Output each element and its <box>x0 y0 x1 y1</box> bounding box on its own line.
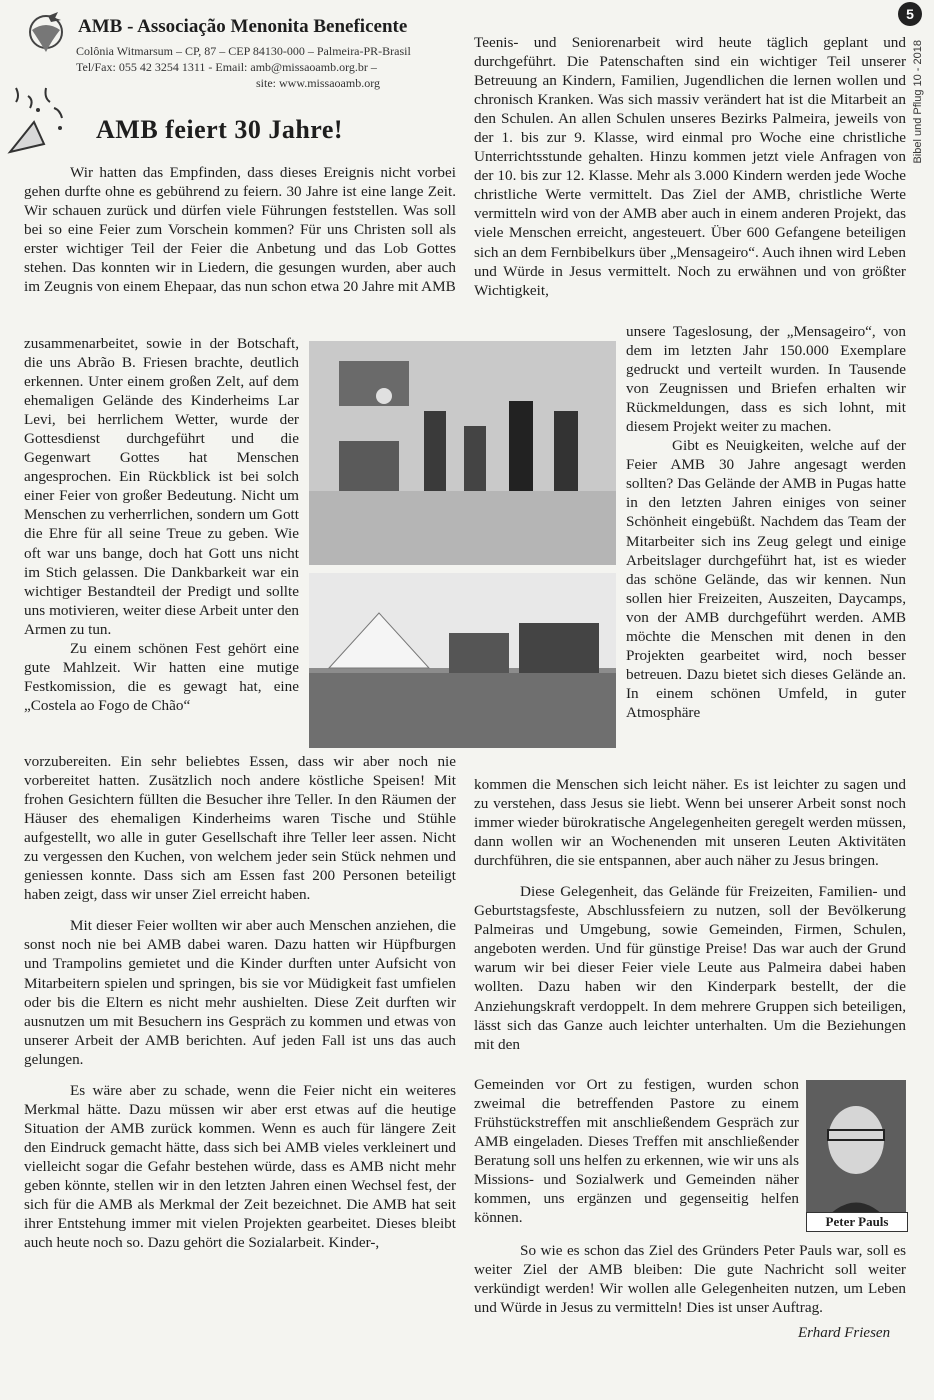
right-column-top <box>474 33 906 300</box>
right-column-bottom <box>474 775 906 1054</box>
org-address: Colônia Witmarsum – CP, 87 – CEP 84130-000 – Palmeira-PR-Brasil <box>76 44 411 58</box>
org-name: AMB - Associação Menonita Beneficente <box>78 16 408 37</box>
paragraph: Mit dieser Feier wollten wir aber auch Menschen anziehen, die sonst noch nie bei AMB dabei waren. Dazu hatten wir Hüpfburgen und Trampolins gemietet und die Kinder durften unter Aufsicht von Mitarbeitern spielen und springen, bis sie vor Müdigkeit fast umfielen oder bis die Eltern es nicht mehr aushielten. Diese Zeit durften wir ausnutzen um mit Besuchern ins Gespräch zu kommen und etwas von unserer Arbeit der AMB berichten. Auf jeden Fall ist uns das auch gelungen. <box>24 917 456 1068</box>
paragraph: Es wäre aber zu schade, wenn die Feier nicht ein weiteres Merkmal hätte. Dazu müssen wir aber erst etwas auf die heutige Situation der AMB zurück kommen. Wenn es auch für längere Zeit den Eindruck gemacht hätte, dass sich bei AMB vieles verkleinert und vielleicht sogar die Gefahr bestehen würde, dass es AMB nicht mehr geben könnte, stellen wir in den letzten Jahren einen Wechsel fest, der sich für die AMB als Merkmal der Zeit bezeichnet. Die AMB hat seit ihrer Entstehung immer mit vielen Projekten gearbeitet. Dieses bleibt auch heute noch so. Dazu gehört die Sozialarbeit. Kinder-, <box>24 1081 456 1252</box>
right-column-narrow-bottom <box>474 1075 799 1227</box>
photo-stage-ceremony <box>309 341 616 565</box>
author-signature: Erhard Friesen <box>798 1325 891 1341</box>
paragraph: Gibt es Neuigkeiten, welche auf der Feier AMB 30 Jahre angesagt werden sollten? Das Gelände der AMB in Pugas hatte in den letzten Jahren einiges von seiner Schönheit eingebüßt. Nachdem das Team der Mitarbeiter sich ins Zeug gelegt und einige Arbeitslager durchgeführt hat, ist es wieder das schöne Gelände, das wir kennen. Nun sollen hier Freizeiten, Auszeiten, Daycamps, von der AMB durchgeführt werden. AMB möchte die Menschen mit denen in den Projekten gearbeitet wird, noch besser betreuen. Dazu bietet sich dieses Gelände an. In einem schönen Umfeld, in guter Atmosphäre <box>626 437 906 721</box>
paragraph: vorzubereiten. Ein sehr beliebtes Essen, dass wir aber noch nie vorbereitet hatten. Zusätzlich noch andere köstliche Speisen! Mit frohen Gesichtern füllten die Besucher ihre Teller. In den Räumen der Häuser des ehemaligen Kinderheims waren Tische und Stühle aufgestellt, wo alle in guter Gesellschaft ihre Teller leer assen. Nicht zu vergessen den Kuchen, von welchem jeder sein Stück nehmen und geniessen konnte. Dass sich am Essen fast 200 Personen beteiligt haben zeigt, dass wir unser Ziel erreicht haben. <box>24 753 456 904</box>
paragraph: kommen die Menschen sich leicht näher. Es ist leichter zu sagen und zu verstehen, dass Jesus sie liebt. Wenn bei unserer Arbeit sonst noch immer wieder bürokratische Angelegenheiten geregelt werden müssen, dann wollen wir an Wochenenden mit unseren Leuten Aktivitäten durchführen, die sie entspannen, aber auch näher zu Jesus bringen. <box>474 776 906 870</box>
paragraph: Wir hatten das Empfinden, dass dieses Ereignis nicht vorbei gehen durfte ohne es gebührend zu feiern. 30 Jahre ist eine lange Zeit. Wir schauen zurück und dürfen viele Führungen feststellen. Was soll bei so eine Feier zum Vorschein kommen? Für uns Christen soll als erster wichtiger Teil der Feier die Anbetung und das Lob Gottes stehen. Das konnten wir in Liedern, die gesungen wurden, aber auch im Zeugnis von einem Ehepaar, das nun schon etwa 20 Jahre mit AMB <box>24 164 456 296</box>
paragraph: unsere Tageslosung, der „Mensageiro“, von dem im letzten Jahr 150.000 Exemplare gedruckt und verteilt wurden. In Tausende von Zeugnissen und Briefen erhalten wir Rückmeldungen, dass es sich lohnt, mit diesem Projekt weiter zu machen. <box>626 323 906 436</box>
photo-bouncy-castles <box>309 573 616 748</box>
left-column-narrow <box>24 334 299 715</box>
left-column-intro <box>24 163 456 296</box>
paragraph: Teenis- und Seniorenarbeit wird heute täglich geplant und durchgeführt. Die Patenschaften sind ein wichtiger Teil unserer Betreuung an Kindern, Familien, Jugendlichen die lernen wollen und chronisch Kranken. Was sich massiv verändert hat ist die Mitarbeit an den Schulen. An allen Schulen unseres Bezirks Palmeira, jeweils von der 1. bis zur 9. Klasse, wird einmal pro Woche eine christliche Unterrichtsstunde gehalten. Hinzu kommen jetzt viele Anfragen von der 10. bis zur 12. Klasse. Mehr als 3.000 Kindern werden jede Woche christliche Werte vermittelt. Das Ziel der AMB, christliche Werte vermitteln wird von der AMB aber auch in einem anderen Projekt, das viele Menschen erreicht, angesteuert. Über 600 Gefangene beteiligen sich an dem Fernbibelkurs über „Mensageiro“. Auch ihnen wird Leben und Würde in Jesus vermittelt. Noch zu erwähnen und von größter Wichtigkeit, <box>474 34 906 299</box>
right-column-narrow <box>626 322 906 722</box>
paragraph: Zu einem schönen Fest gehört eine gute Mahlzeit. Wir hatten eine mutige Festkomission, die es gewagt hat, eine „Costela ao Fogo de Chão“ <box>24 639 299 714</box>
org-site[interactable]: site: www.missaoamb.org <box>256 76 380 90</box>
paragraph: Diese Gelegenheit, das Gelände für Freizeiten, Familien- und Geburtstagsfeste, Abschlussfeiern zu nutzen, soll der Bevölkerung Palmeiras und Umgebung, sowie Gemeinden, Firmen, Schulen, angeboten werden. Und für günstige Preise! Das war auch der Grund warum wir bei dieser Feier viele Leute aus Palmeira dabei haben wollten. Dazu haben wir den Kinderpark bestellt, der die Anziehungskraft verdoppelt. In dem mehrere Gruppen sich beteiligen, lässt sich das Ganze auch leichter unterhalten. Um die Beziehungen mit den <box>474 883 906 1053</box>
paragraph: Gemeinden vor Ort zu festigen, wurden schon zweimal die betreffenden Pastore zu einem Frühstückstreffen mit anschließendem Gespräch zur AMB eingeladen. Dieses Treffen mit anschließender Beratung soll uns helfen zu erkennen, wie wir uns als Missions- und Sozialwerk und Gemeinden näher kommen, uns ergänzen und gegenseitig helfen können. <box>474 1076 799 1227</box>
left-column-bottom <box>24 752 456 1252</box>
globe-dove-logo-icon <box>18 8 78 68</box>
party-popper-icon <box>4 82 74 172</box>
paragraph: zusammenarbeitet, sowie in der Botschaft, die uns Abrão B. Friesen brachte, deutlich erkennen. Unter einem großen Zelt, auf dem ehemaligen Gelände des Kinderheims Lar Levi, bei herrlichem Wetter, wurde der Gottesdienst durchgeführt und die Gegenwart Gottes hat Menschen angesprochen. Ein Rückblick ist bei solch einer Feier von großer Bedeutung. Nicht um Menschen zu verherrlichen, sondern um Gott die Ehre für all seine Treue zu geben. Wie oft war uns bange, doch hat Gott uns nicht im Stich gelassen. Die Dankbarkeit war ein wichtiger Bestandteil der Predigt und sollte uns motivieren, weiter diese Arbeit unter den Armen zu tun. <box>24 335 299 638</box>
masthead <box>18 8 458 103</box>
article-headline: AMB feiert 30 Jahre! <box>96 115 344 144</box>
right-column-end <box>474 1241 906 1317</box>
page-number: 5 <box>898 2 922 26</box>
portrait-photo <box>806 1080 906 1230</box>
side-running-text: Bibel und Pflug 10 - 2018 <box>912 40 924 164</box>
portrait-caption: Peter Pauls <box>806 1212 908 1232</box>
org-contact: Tel/Fax: 055 42 3254 1311 - Email: amb@missaoamb.org.br – <box>76 60 377 74</box>
paragraph: So wie es schon das Ziel des Gründers Peter Pauls war, soll es weiter Ziel der AMB bleiben: Die gute Nachricht soll weiter verkündigt werden! Wir wollen alle Gelegenheiten nutzen, um Leben und Würde in Jesus zu vermitteln! Dies ist unser Auftrag. <box>474 1242 906 1317</box>
